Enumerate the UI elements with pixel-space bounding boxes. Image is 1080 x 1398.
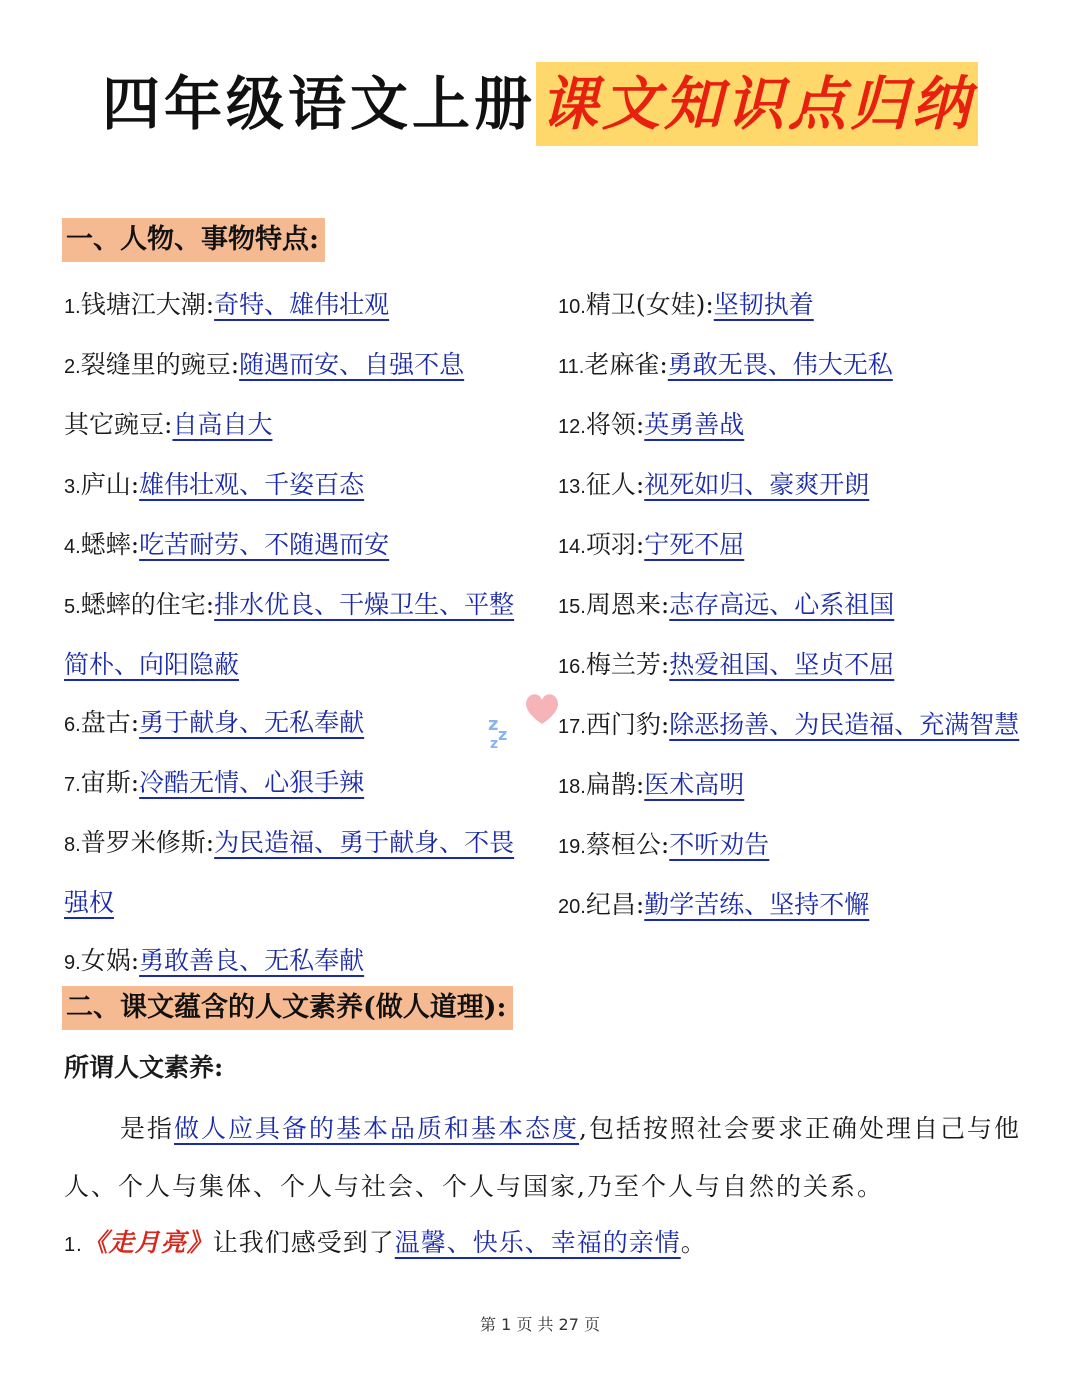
item-name: 老麻雀:: [584, 350, 668, 379]
item-answer: 雄伟壮观、千姿百态: [139, 470, 365, 499]
item-number: 13.: [558, 476, 586, 498]
item-name: 蟋蟀:: [80, 530, 140, 559]
page-footer: 第 1 页 共 27 页: [480, 1315, 600, 1334]
item-answer: 勇于献身、无私奉献: [139, 708, 365, 737]
item-number: 4.: [64, 536, 81, 558]
item-number: 1.: [64, 296, 81, 318]
svg-text:z: z: [490, 736, 499, 750]
item-answer: 勇敢善良、无私奉献: [139, 946, 365, 975]
item-name: 宙斯:: [80, 768, 140, 797]
list-item: [558, 456, 1028, 516]
svg-text:z: z: [498, 725, 508, 744]
item-name: 普罗米修斯:: [80, 828, 215, 857]
item-number: 20.: [558, 896, 586, 918]
item-number: 7.: [64, 774, 81, 796]
list-item: [558, 276, 1028, 336]
list-item: [64, 396, 534, 456]
item-answer: 冷酷无情、心狠手辣: [139, 768, 365, 797]
item-answer: 视死如归、豪爽开朗: [644, 470, 870, 499]
point-1: [64, 1214, 707, 1274]
humanities-label: 所谓人文素养:: [64, 1053, 224, 1082]
section1-heading: 一、人物、事物特点:: [62, 218, 325, 262]
list-item: [558, 636, 1028, 696]
item-number: 2.: [64, 356, 81, 378]
item-number: 19.: [558, 836, 586, 858]
list-item: [64, 276, 534, 336]
heart-sleep-sticker-icon: [486, 670, 560, 750]
item-answer: 除恶扬善、为民造福、充满智慧: [669, 710, 1020, 739]
list-item: [558, 696, 1028, 756]
list-item: [64, 694, 534, 754]
item-name: 精卫(女娃):: [585, 290, 714, 319]
item-number: 8.: [64, 834, 81, 856]
page-title: [0, 62, 1080, 146]
item-name: 盘古:: [80, 708, 140, 737]
item-answer: 随遇而安、自强不息: [239, 350, 465, 379]
item-name: 裂缝里的豌豆:: [80, 350, 240, 379]
item-answer: 热爱祖国、坚贞不屈: [669, 650, 895, 679]
list-item: [558, 576, 1028, 636]
item-number: 5.: [64, 596, 81, 618]
item-number: 14.: [558, 536, 586, 558]
item-answer: 勇敢无畏、伟大无私: [667, 350, 893, 379]
point-1-number: 1.: [64, 1234, 83, 1256]
item-number: 18.: [558, 776, 586, 798]
item-answer: 英勇善战: [644, 410, 745, 439]
para-suffix: ,包括按照社会要求正确处理自己与他人、个人与集体、个人与社会、个人与国家,乃至个人与自然的关系。: [64, 1114, 1021, 1201]
list-item: [64, 516, 534, 576]
item-name: 女娲:: [80, 946, 140, 975]
list-item: [64, 336, 534, 396]
list-item: [558, 756, 1028, 816]
item-answer: 自高自大: [172, 410, 273, 439]
item-name: 钱塘江大潮:: [80, 290, 215, 319]
section1-right-column: [558, 276, 1028, 936]
section2-heading: 二、课文蕴含的人文素养(做人道理):: [62, 986, 513, 1030]
list-item: [64, 814, 534, 932]
item-number: 16.: [558, 656, 586, 678]
list-item: [558, 816, 1028, 876]
item-answer: 医术高明: [644, 770, 745, 799]
title-part1: 四年级语文上册: [101, 70, 536, 138]
item-answer: 不听劝告: [669, 830, 770, 859]
point-1-answer: 温馨、快乐、幸福的亲情: [394, 1228, 681, 1257]
title-part2-highlight: 课文知识点归纳: [536, 62, 978, 146]
item-name: 梅兰芳:: [585, 650, 670, 679]
list-item: [64, 576, 534, 694]
item-number: 15.: [558, 596, 586, 618]
list-item: [558, 516, 1028, 576]
item-answer: 勤学苦练、坚持不懈: [644, 890, 870, 919]
list-item: [64, 754, 534, 814]
item-answer: 坚韧执着: [713, 290, 814, 319]
item-name: 蟋蟀的住宅:: [80, 590, 215, 619]
point-1-end: 。: [680, 1228, 707, 1257]
item-answer: 宁死不屈: [644, 530, 745, 559]
section1-left-column: [64, 276, 534, 992]
item-answer: 为民造福、勇于献身、不畏强权: [64, 828, 515, 917]
item-name: 项羽:: [585, 530, 645, 559]
item-number: 12.: [558, 416, 586, 438]
item-number: 17.: [558, 716, 586, 738]
para-answer: 做人应具备的基本品质和基本态度: [174, 1114, 580, 1143]
item-name: 将领:: [585, 410, 645, 439]
humanities-definition: [64, 1100, 1024, 1216]
list-item: [64, 932, 534, 992]
item-answer: 志存高远、心系祖国: [669, 590, 895, 619]
item-name: 庐山:: [80, 470, 140, 499]
item-name: 扁鹊:: [585, 770, 645, 799]
item-name: 周恩来:: [585, 590, 670, 619]
item-number: 11.: [558, 356, 585, 378]
item-number: 10.: [558, 296, 586, 318]
list-item: [558, 336, 1028, 396]
svg-text:z: z: [488, 714, 499, 735]
item-name: 蔡桓公:: [585, 830, 670, 859]
item-number: 9.: [64, 952, 81, 974]
item-name: 纪昌:: [585, 890, 645, 919]
para-prefix: 是指: [120, 1114, 175, 1143]
item-name: 征人:: [585, 470, 645, 499]
point-1-book-title: 《走月亮》: [82, 1228, 213, 1257]
item-name: 其它豌豆:: [64, 410, 173, 439]
list-item: [64, 456, 534, 516]
item-answer: 排水优良、干燥卫生、平整简朴、向阳隐蔽: [64, 590, 515, 679]
item-number: 6.: [64, 714, 81, 736]
item-answer: 吃苦耐劳、不随遇而安: [139, 530, 390, 559]
item-answer: 奇特、雄伟壮观: [214, 290, 390, 319]
point-1-text: 让我们感受到了: [212, 1228, 395, 1257]
list-item: [558, 396, 1028, 456]
list-item: [558, 876, 1028, 936]
item-number: 3.: [64, 476, 81, 498]
item-name: 西门豹:: [585, 710, 670, 739]
